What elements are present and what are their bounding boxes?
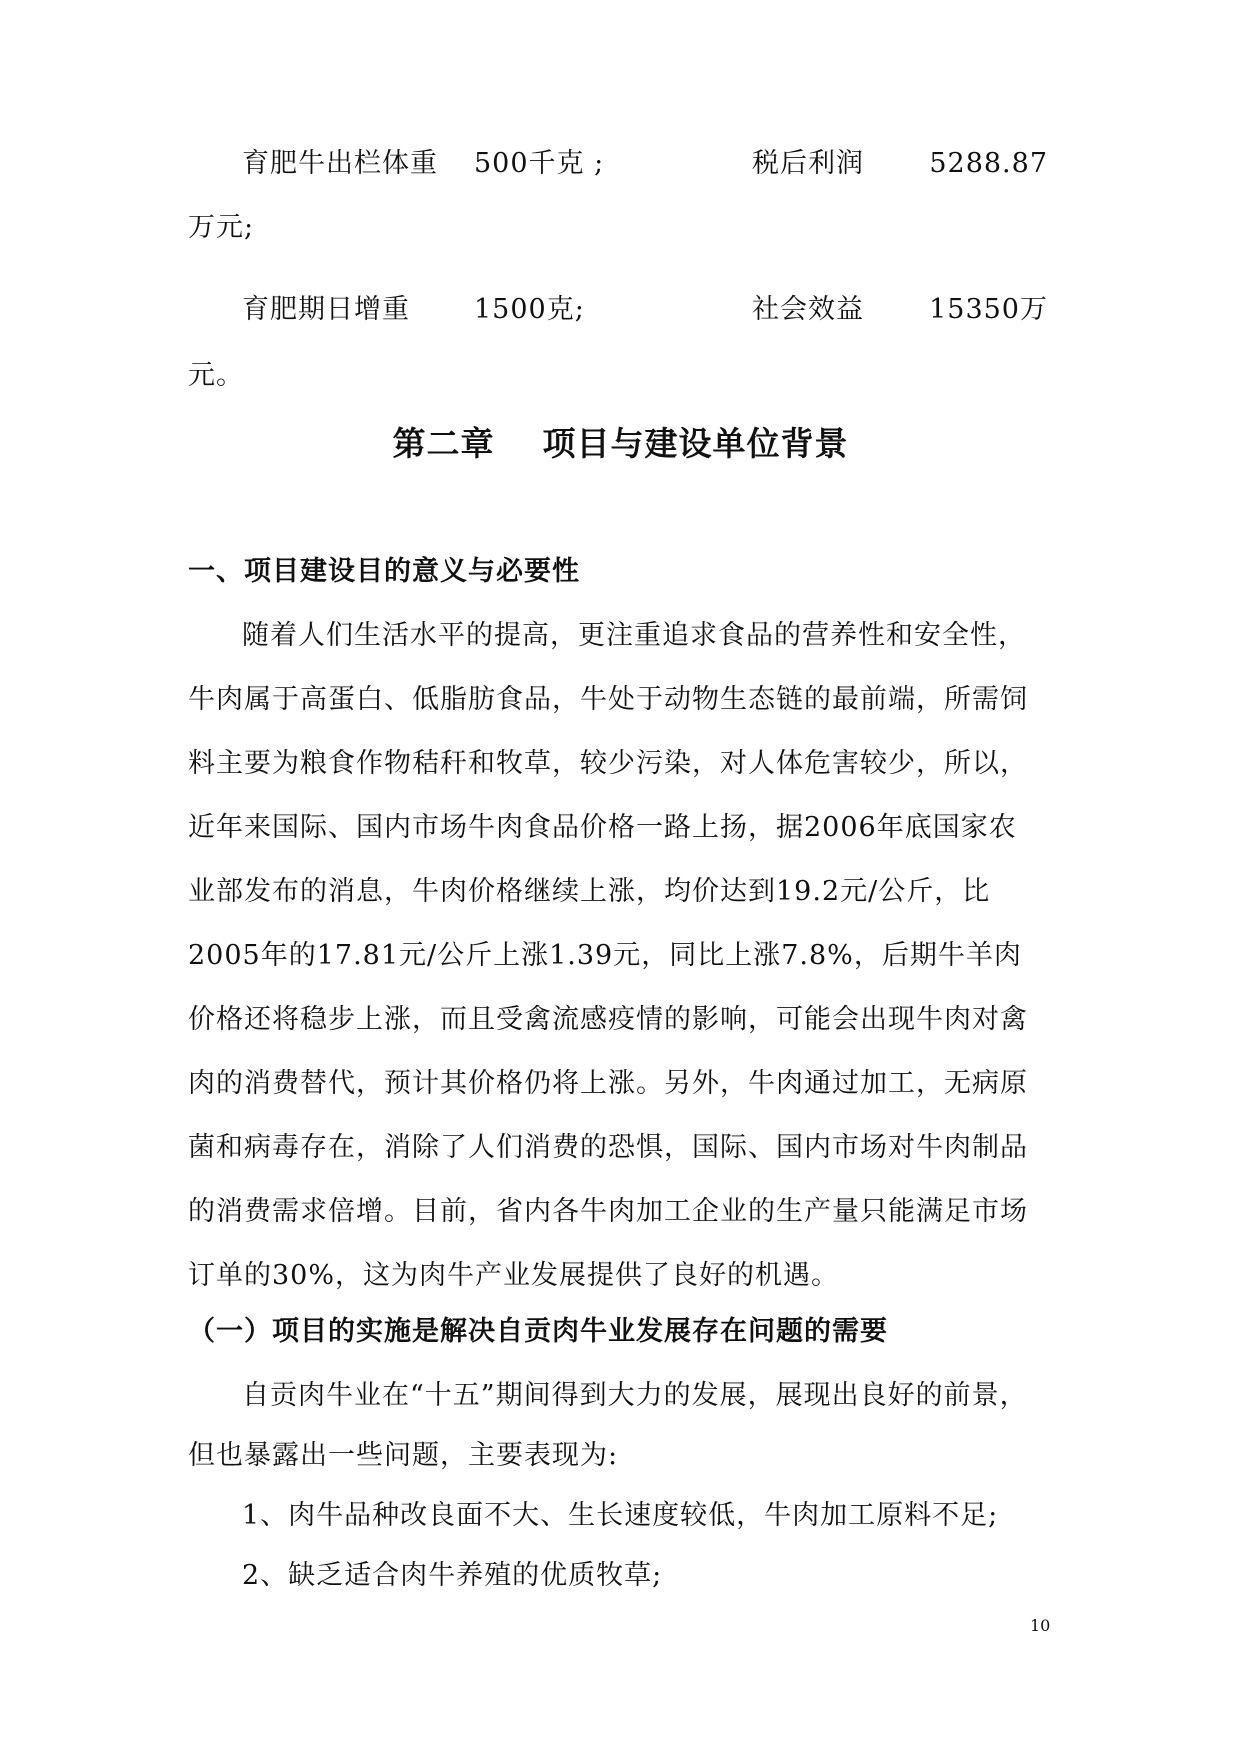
summary-value: 1500克; [474,294,585,325]
paragraph-line: 2005年的17.81元/公斤上涨1.39元，同比上涨7.8%，后期牛羊肉 [188,940,1022,971]
summary-label: 育肥牛出栏体重 [242,148,438,179]
page-number: 10 [1030,1616,1051,1635]
subsection-heading: （一）项目的实施是解决自贡肉牛业发展存在问题的需要 [188,1316,888,1347]
summary-value: 15350万 [929,294,1048,325]
chapter-name: 项目与建设单位背景 [542,424,849,463]
paragraph-line: 随着人们生活水平的提高，更注重追求食品的营养性和安全性， [242,620,1026,651]
paragraph-line: 自贡肉牛业在“十五”期间得到大力的发展，展现出良好的前景， [242,1380,1028,1411]
chapter-number: 第二章 [392,424,495,463]
paragraph-line: 价格还将稳步上涨，而且受禽流感疫情的影响，可能会出现牛肉对禽 [188,1004,1028,1035]
summary-wrap-line: 万元; [188,212,255,243]
summary-label: 税后利润 [752,148,864,179]
paragraph-line: 牛肉属于高蛋白、低脂肪食品，牛处于动物生态链的最前端，所需饲 [188,684,1028,715]
summary-label: 社会效益 [752,294,864,325]
paragraph-line: 料主要为粮食作物秸秆和牧草，较少污染，对人体危害较少，所以， [188,748,1028,779]
paragraph-line: 的消费需求倍增。目前，省内各牛肉加工企业的生产量只能满足市场 [188,1196,1028,1227]
section-heading: 一、项目建设目的意义与必要性 [188,556,580,587]
paragraph-line: 菌和病毒存在，消除了人们消费的恐惧，国际、国内市场对牛肉制品 [188,1132,1028,1163]
paragraph-line: 肉的消费替代，预计其价格仍将上涨。另外，牛肉通过加工，无病原 [188,1068,1028,1099]
summary-wrap-line: 元。 [188,360,244,391]
paragraph-line: 订单的30%，这为肉牛产业发展提供了良好的机遇。 [188,1260,840,1291]
list-item: 2、缺乏适合肉牛养殖的优质牧草; [242,1560,663,1591]
summary-value: 500千克 ; [474,148,605,179]
list-item: 1、肉牛品种改良面不大、生长速度较低，牛肉加工原料不足; [242,1500,999,1531]
paragraph-line: 业部发布的消息，牛肉价格继续上涨，均价达到19.2元/公斤，比 [188,876,991,907]
paragraph-line: 但也暴露出一些问题，主要表现为: [188,1440,619,1471]
summary-value: 5288.87 [929,148,1048,179]
paragraph-line: 近年来国际、国内市场牛肉食品价格一路上扬，据2006年底国家农 [188,812,1017,843]
chapter-title [0,422,1241,466]
summary-label: 育肥期日增重 [242,294,410,325]
